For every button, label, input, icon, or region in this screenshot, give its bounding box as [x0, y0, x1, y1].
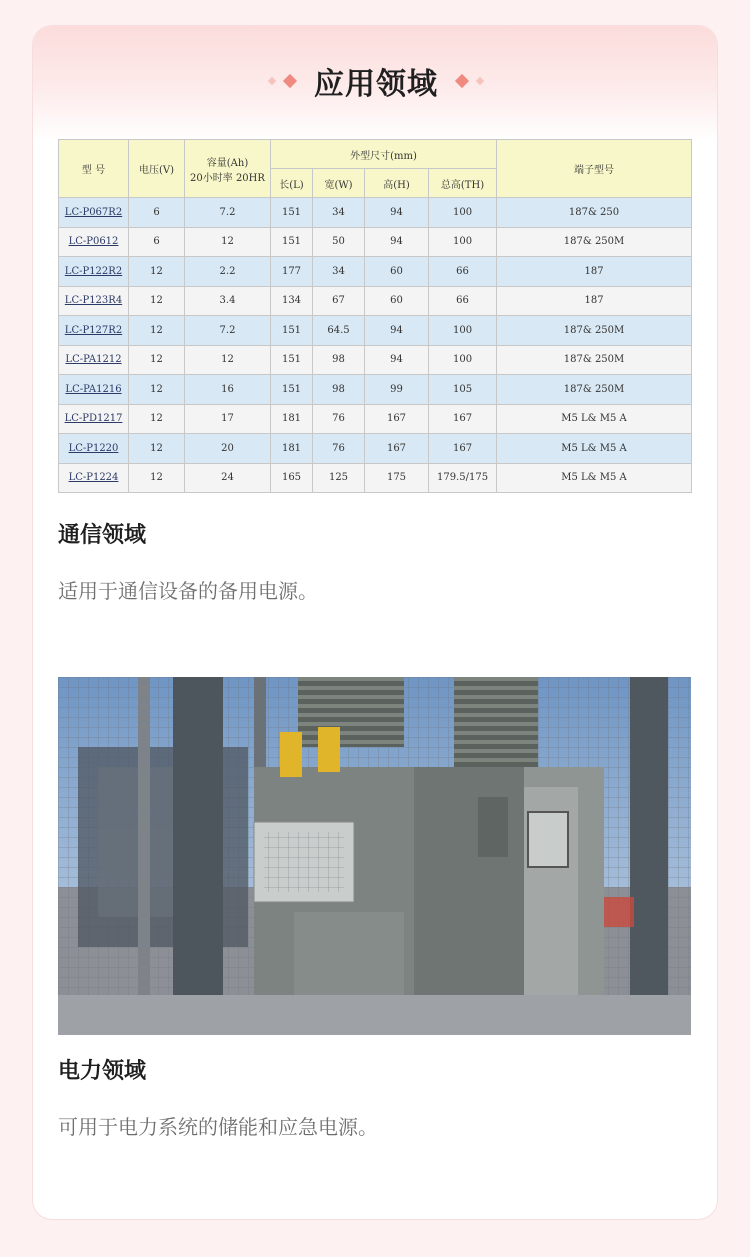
- header-height: 高(H): [365, 169, 429, 198]
- cell-width: 50: [313, 227, 365, 257]
- table-row: [59, 286, 692, 316]
- cell-height: 94: [365, 198, 429, 228]
- cell-length: 165: [271, 463, 313, 493]
- cell-length: 177: [271, 257, 313, 287]
- cell-capacity: 2.2: [185, 257, 271, 287]
- cell-height: 94: [365, 316, 429, 346]
- diamond-icon: [476, 77, 484, 85]
- header-capacity-line2: 20小时率 20HR: [190, 172, 265, 184]
- cell-height: 60: [365, 286, 429, 316]
- cell-length: 181: [271, 434, 313, 464]
- table-row: [59, 316, 692, 346]
- table-row: [59, 375, 692, 405]
- cell-voltage: 12: [129, 434, 185, 464]
- cell-height: 167: [365, 404, 429, 434]
- spec-table-image: [58, 139, 691, 495]
- cell-height: 94: [365, 345, 429, 375]
- cell-capacity: 12: [185, 227, 271, 257]
- cell-length: 151: [271, 375, 313, 405]
- cell-total-height: 167: [429, 434, 497, 464]
- cell-terminal: M5 L& M5 A: [497, 463, 692, 493]
- cell-model: LC-P0612: [59, 227, 129, 257]
- section-desc-power: 可用于电力系统的储能和应急电源。: [58, 1115, 378, 1139]
- cell-length: 151: [271, 345, 313, 375]
- diamond-icon: [283, 74, 297, 88]
- header-model: 型 号: [59, 140, 129, 198]
- cell-height: 94: [365, 227, 429, 257]
- page-title: 应用领域: [314, 67, 438, 102]
- cell-terminal: 187& 250M: [497, 316, 692, 346]
- cell-terminal: 187& 250M: [497, 227, 692, 257]
- header-length: 长(L): [271, 169, 313, 198]
- cell-capacity: 20: [185, 434, 271, 464]
- section-title-power: 电力领域: [58, 1059, 147, 1084]
- cell-total-height: 100: [429, 345, 497, 375]
- cell-voltage: 6: [129, 198, 185, 228]
- header-terminal: 端子型号: [497, 140, 692, 198]
- cell-voltage: 6: [129, 227, 185, 257]
- cell-capacity: 16: [185, 375, 271, 405]
- cell-capacity: 12: [185, 345, 271, 375]
- cell-width: 67: [313, 286, 365, 316]
- cell-model: LC-PA1216: [59, 375, 129, 405]
- cell-model: LC-P127R2: [59, 316, 129, 346]
- cell-capacity: 7.2: [185, 316, 271, 346]
- cell-width: 98: [313, 375, 365, 405]
- cell-terminal: 187: [497, 286, 692, 316]
- cell-capacity: 17: [185, 404, 271, 434]
- table-row: [59, 198, 692, 228]
- cell-total-height: 105: [429, 375, 497, 405]
- cell-model: LC-P122R2: [59, 257, 129, 287]
- cell-voltage: 12: [129, 375, 185, 405]
- cell-model: LC-P1220: [59, 434, 129, 464]
- table-row: [59, 257, 692, 287]
- header-total-height: 总高(TH): [429, 169, 497, 198]
- cell-voltage: 12: [129, 286, 185, 316]
- cell-total-height: 100: [429, 227, 497, 257]
- cell-width: 34: [313, 257, 365, 287]
- cell-model: LC-PA1212: [59, 345, 129, 375]
- cell-length: 151: [271, 198, 313, 228]
- cell-voltage: 12: [129, 345, 185, 375]
- cell-length: 151: [271, 316, 313, 346]
- cell-total-height: 100: [429, 198, 497, 228]
- cell-width: 76: [313, 404, 365, 434]
- cell-terminal: 187& 250M: [497, 375, 692, 405]
- cell-height: 60: [365, 257, 429, 287]
- cell-model: LC-P1224: [59, 463, 129, 493]
- spec-table: [58, 139, 692, 493]
- cell-length: 151: [271, 227, 313, 257]
- cell-capacity: 7.2: [185, 198, 271, 228]
- cell-model: LC-P067R2: [59, 198, 129, 228]
- cell-terminal: 187& 250: [497, 198, 692, 228]
- cell-width: 76: [313, 434, 365, 464]
- content-card: [32, 25, 718, 1220]
- cell-capacity: 3.4: [185, 286, 271, 316]
- header-capacity-line1: 容量(Ah): [206, 157, 249, 169]
- cell-total-height: 66: [429, 286, 497, 316]
- cell-total-height: 179.5/175: [429, 463, 497, 493]
- cell-width: 64.5: [313, 316, 365, 346]
- header-capacity: [185, 140, 271, 198]
- cell-width: 34: [313, 198, 365, 228]
- cell-total-height: 66: [429, 257, 497, 287]
- diamond-icon: [455, 74, 469, 88]
- cell-width: 125: [313, 463, 365, 493]
- section-title-telecom: 通信领域: [58, 523, 147, 548]
- cell-terminal: M5 L& M5 A: [497, 434, 692, 464]
- cell-model: LC-P123R4: [59, 286, 129, 316]
- section-desc-telecom: 适用于通信设备的备用电源。: [58, 579, 318, 603]
- cell-total-height: 100: [429, 316, 497, 346]
- table-row: [59, 434, 692, 464]
- cell-terminal: 187& 250M: [497, 345, 692, 375]
- title-row: [33, 59, 718, 103]
- table-row: [59, 227, 692, 257]
- table-row: [59, 345, 692, 375]
- cell-height: 175: [365, 463, 429, 493]
- table-row: [59, 404, 692, 434]
- cell-length: 134: [271, 286, 313, 316]
- cell-voltage: 12: [129, 463, 185, 493]
- cell-total-height: 167: [429, 404, 497, 434]
- cell-voltage: 12: [129, 316, 185, 346]
- cell-voltage: 12: [129, 404, 185, 434]
- cell-terminal: 187: [497, 257, 692, 287]
- cell-height: 99: [365, 375, 429, 405]
- header-width: 宽(W): [313, 169, 365, 198]
- cell-voltage: 12: [129, 257, 185, 287]
- cell-length: 181: [271, 404, 313, 434]
- diamond-icon: [268, 77, 276, 85]
- cell-model: LC-PD1217: [59, 404, 129, 434]
- cell-height: 167: [365, 434, 429, 464]
- header-dimensions: 外型尺寸(mm): [271, 140, 497, 169]
- substation-photo: [58, 677, 691, 1035]
- table-row: [59, 463, 692, 493]
- cell-terminal: M5 L& M5 A: [497, 404, 692, 434]
- header-voltage: 电压(V): [129, 140, 185, 198]
- cell-capacity: 24: [185, 463, 271, 493]
- cell-width: 98: [313, 345, 365, 375]
